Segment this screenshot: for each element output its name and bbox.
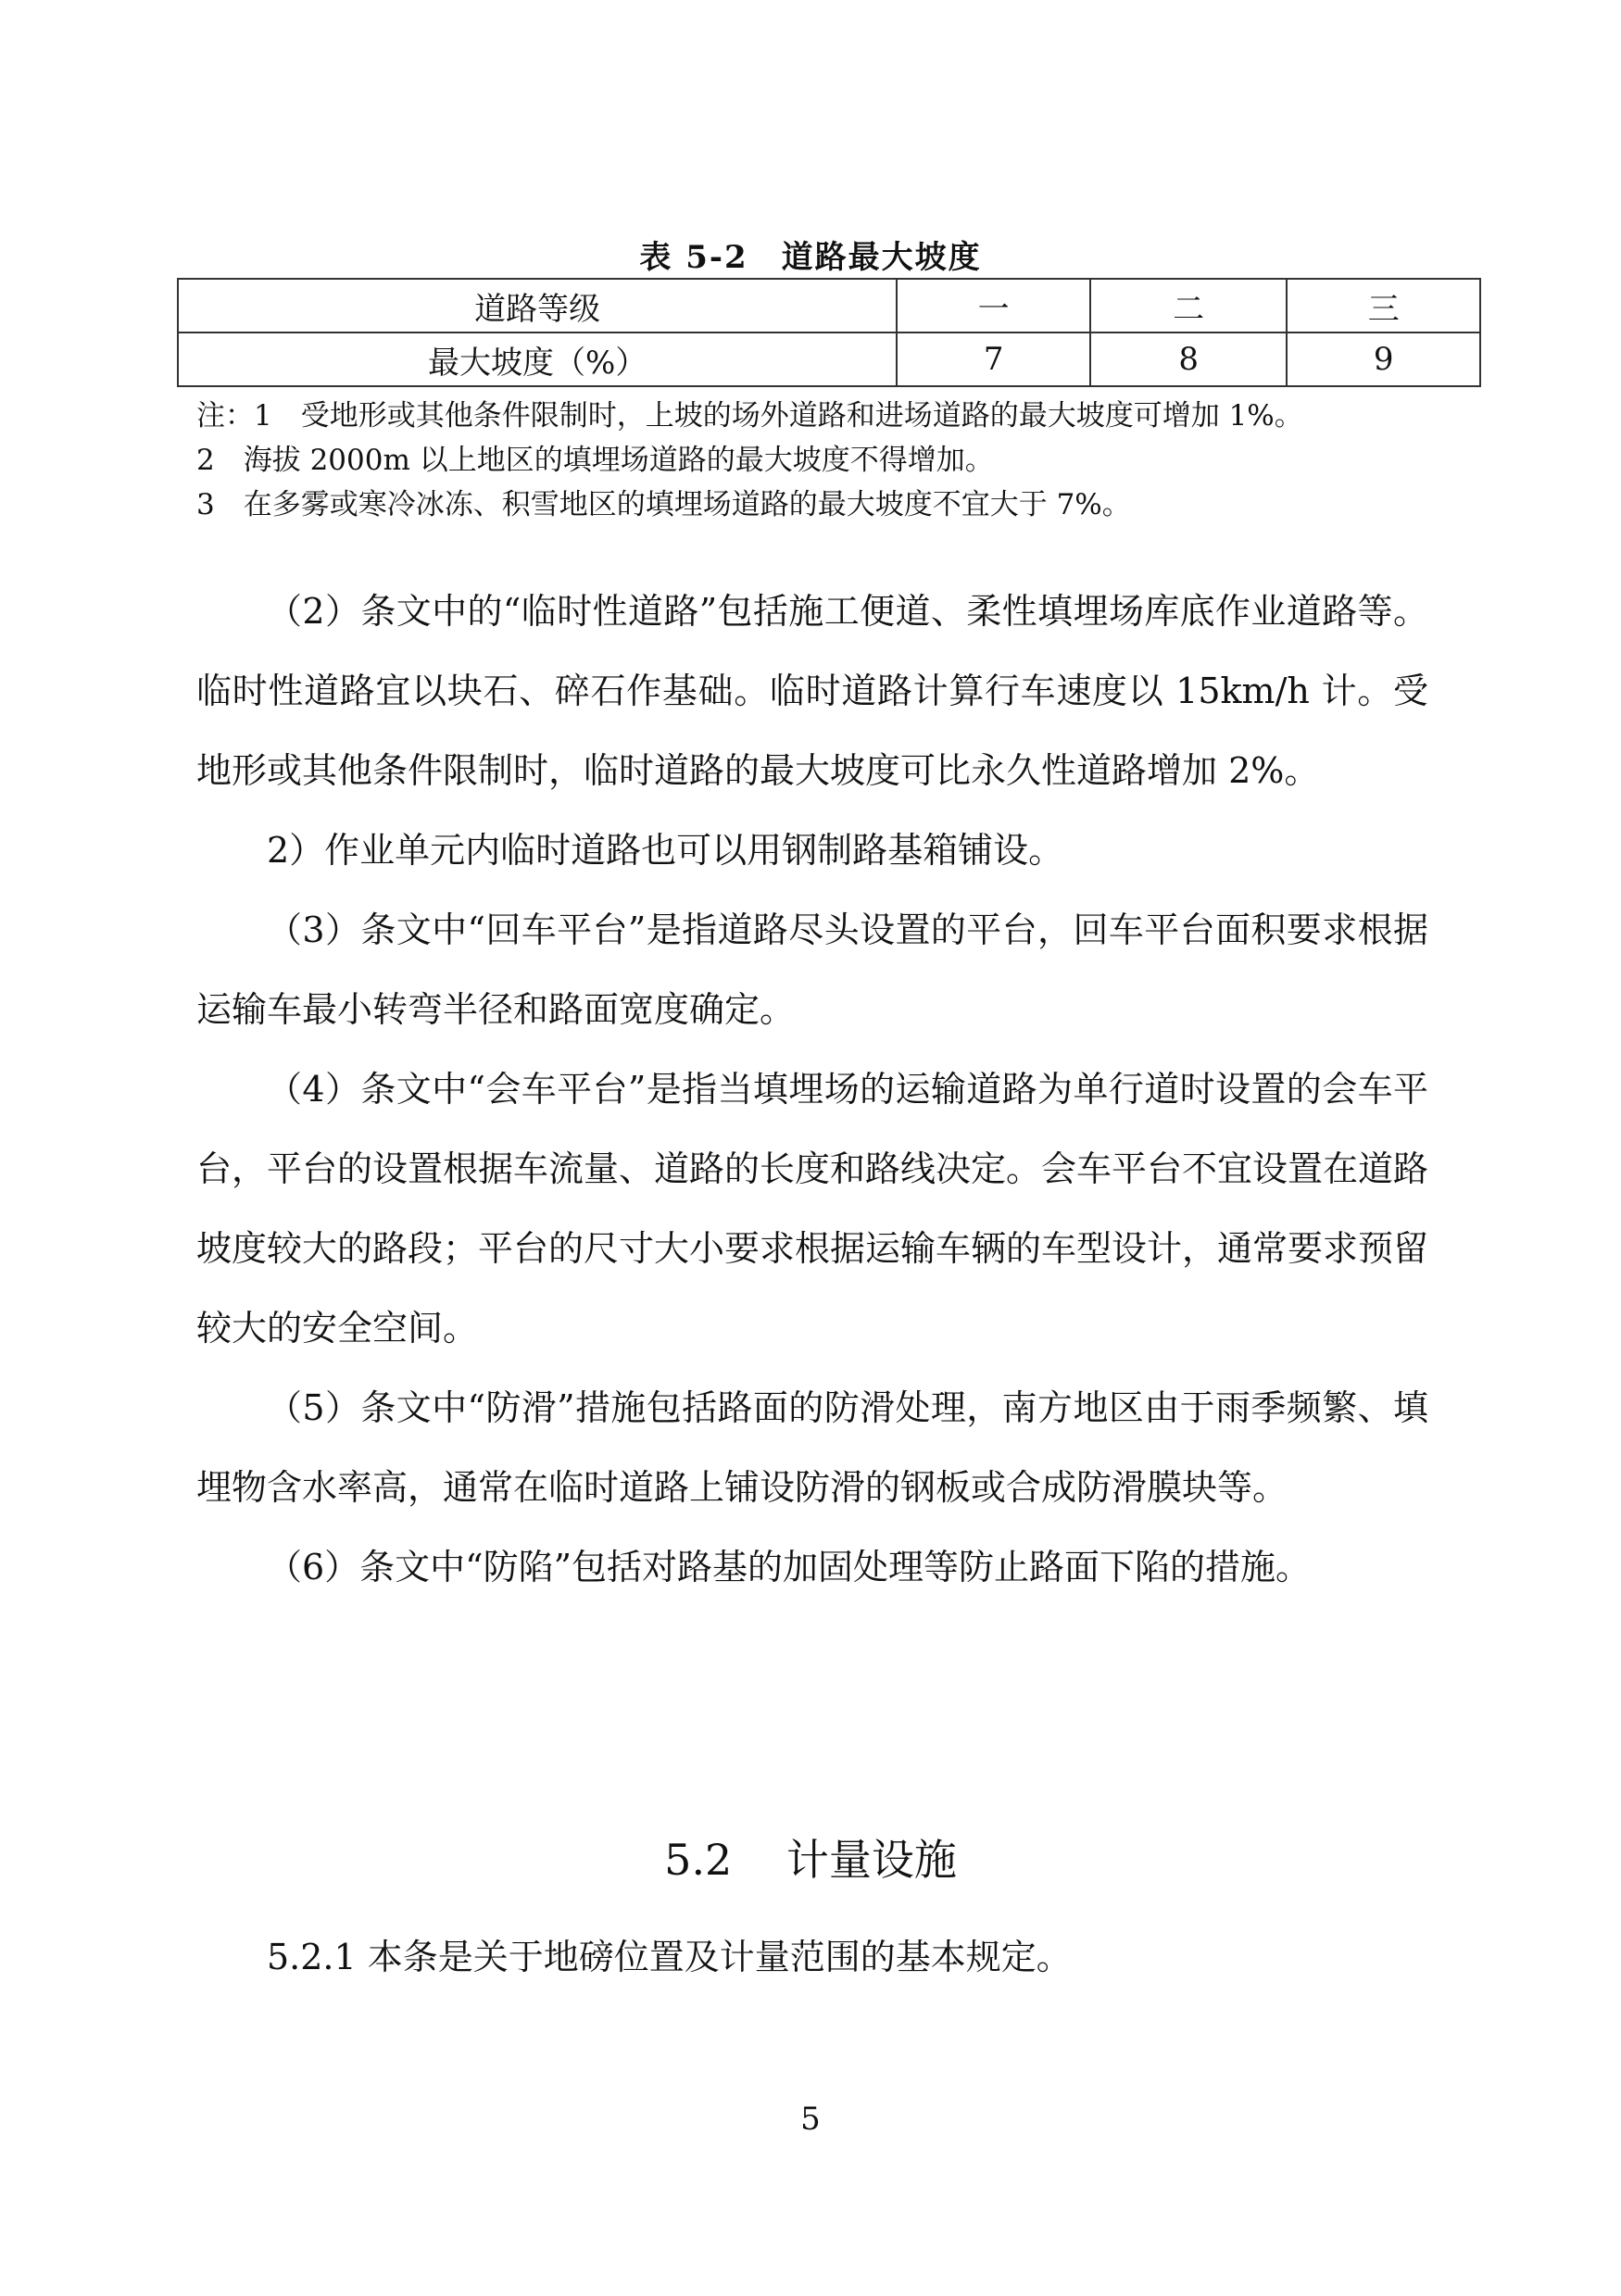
table-row: [178, 332, 1480, 386]
table-cell: 三: [1287, 279, 1480, 332]
table-cell: 7: [897, 332, 1090, 386]
table-cell: 9: [1287, 332, 1480, 386]
page-number: 5: [800, 2101, 821, 2138]
clause-text: 5.2.1 本条是关于地磅位置及计量范围的基本规定。: [267, 1937, 1072, 1977]
table-caption: 表 5-2 道路最大坡度: [639, 239, 982, 276]
paragraph: （6）条文中“防陷”包括对路基的加固处理等防止路面下陷的措施。: [267, 1547, 1312, 1587]
note-1: 注：1 受地形或其他条件限制时，上坡的场外道路和进场道路的最大坡度可增加 1%。: [196, 399, 1303, 433]
table-notes: [196, 394, 1484, 527]
table-header-row: [178, 279, 1480, 332]
paragraph: （2）条文中的“临时性道路”包括施工便道、柔性填埋场库底作业道路等。临时性道路宜以块石、碎石作基础。临时道路计算行车速度以 15km/h 计。受地形或其他条件限制时，临时道路的最大坡度可比永久性道路增加 2%。: [196, 591, 1428, 791]
paragraph: （5）条文中“防滑”措施包括路面的防滑处理，南方地区由于雨季频繁、填埋物含水率高，通常在临时道路上铺设防滑的钢板或合成防滑膜块等。: [196, 1387, 1428, 1508]
paragraph: （3）条文中“回车平台”是指道路尽头设置的平台，回车平台面积要求根据运输车最小转弯半径和路面宽度确定。: [196, 910, 1428, 1030]
table-cell: 8: [1090, 332, 1288, 386]
paragraph: （4）条文中“会车平台”是指当填埋场的运输道路为单行道时设置的会车平台，平台的设置根据车流量、道路的长度和路线决定。会车平台不宜设置在道路坡度较大的路段；平台的尺寸大小要求根据运输车辆的车型设计，通常要求预留较大的安全空间。: [196, 1069, 1429, 1349]
body-text: [196, 571, 1428, 1607]
section-number: 5.2: [664, 1835, 733, 1885]
table-cell: 最大坡度（%）: [178, 332, 897, 386]
table-cell: 一: [897, 279, 1090, 332]
section-heading: [0, 1832, 1621, 1888]
note-2: 2 海拔 2000m 以上地区的填埋场道路的最大坡度不得增加。: [196, 444, 994, 477]
note-3: 3 在多雾或寒冷冰冻、积雪地区的填埋场道路的最大坡度不宜大于 7%。: [196, 488, 1131, 521]
table-cell: 二: [1090, 279, 1288, 332]
table-cell: 道路等级: [178, 279, 897, 332]
max-slope-table: [177, 278, 1481, 387]
section-title: 计量设施: [785, 1835, 957, 1885]
paragraph: 2）作业单元内临时道路也可以用钢制路基箱铺设。: [267, 830, 1064, 871]
